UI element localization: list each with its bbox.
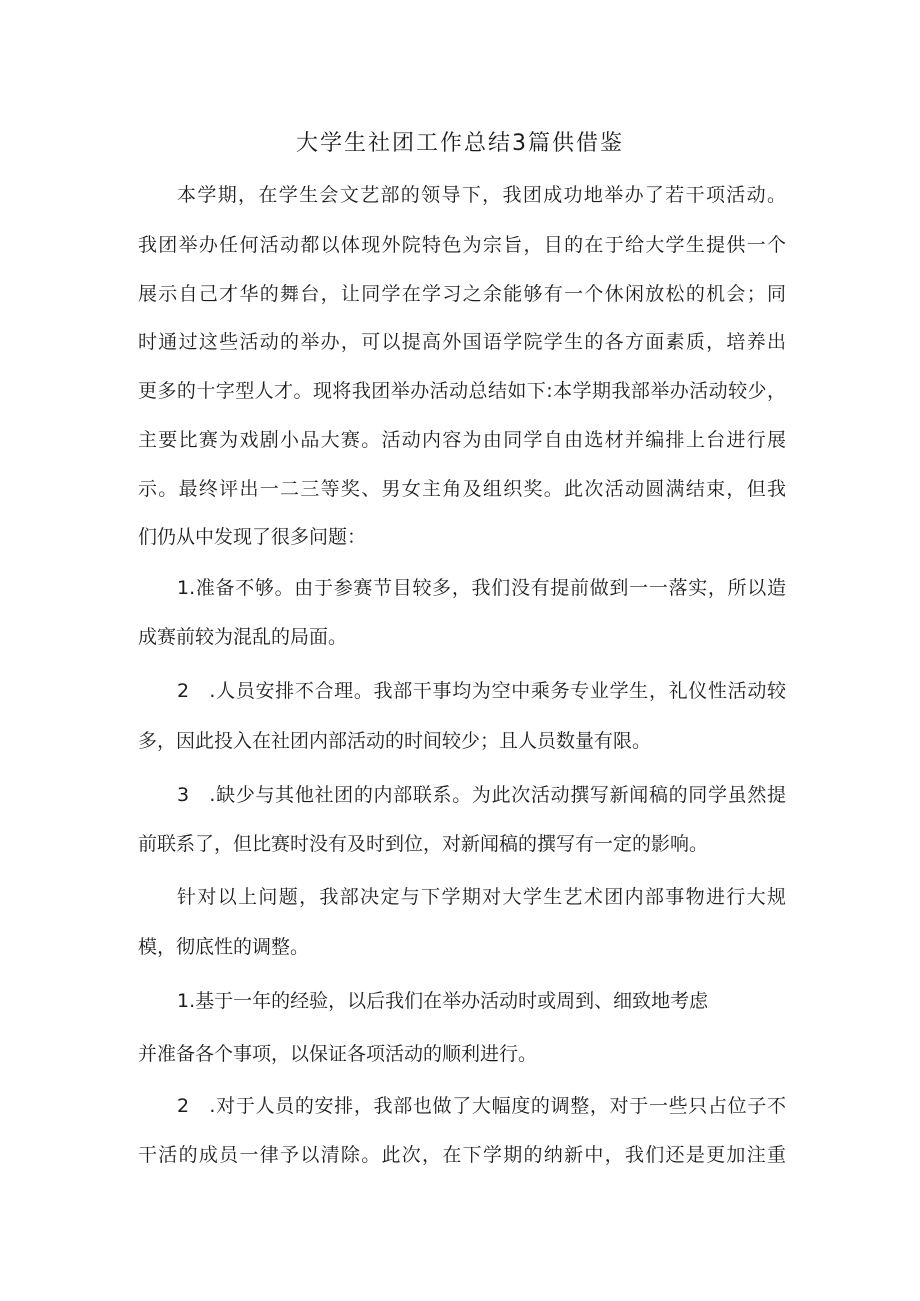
paragraph-line: 1.基于一年的经验，以后我们在举办活动时或周到、细致地考虑 bbox=[177, 990, 709, 1012]
paragraph-line: 模，彻底性的调整。 bbox=[138, 936, 310, 958]
paragraph-line: 成赛前较为混乱的局面。 bbox=[138, 626, 348, 648]
paragraph-line: 干活的成员一律予以清除。此次，在下学期的纳新中，我们还是更加注重 bbox=[138, 1144, 786, 1166]
paragraph-line: 主要比赛为戏剧小品大赛。活动内容为由同学自由选材并编排上台进行展 bbox=[138, 429, 786, 451]
paragraph-line: 2 .人员安排不合理。我部干事均为空中乘务专业学生，礼仪性活动较 bbox=[177, 680, 786, 702]
paragraph-line: 3 .缺少与其他社团的内部联系。为此次活动撰写新闻稿的同学虽然提 bbox=[177, 784, 786, 806]
paragraph-line: 本学期，在学生会文艺部的领导下，我团成功地举办了若干项活动。 bbox=[177, 184, 786, 206]
paragraph-line: 前联系了，但比赛时没有及时到位，对新闻稿的撰写有一定的影响。 bbox=[138, 833, 709, 855]
paragraph-line: 我团举办任何活动都以体现外院特色为宗旨，目的在于给大学生提供一个 bbox=[138, 234, 786, 256]
paragraph-line: 更多的十字型人才。现将我团举办活动总结如下:本学期我部举办活动较少， bbox=[138, 380, 786, 402]
paragraph-line: 时通过这些活动的举办，可以提高外国语学院学生的各方面素质，培养出 bbox=[138, 331, 786, 353]
paragraph-line: 多，因此投入在社团内部活动的时间较少；且人员数量有限。 bbox=[138, 730, 652, 752]
paragraph-line: 示。最终评出一二三等奖、男女主角及组织奖。此次活动圆满结束，但我 bbox=[138, 478, 786, 500]
page-title: 大学生社团工作总结3篇供借鉴 bbox=[296, 131, 624, 156]
paragraph-line: 2 .对于人员的安排，我部也做了大幅度的调整，对于一些只占位子不 bbox=[177, 1095, 786, 1117]
paragraph-line: 们仍从中发现了很多问题： bbox=[138, 526, 367, 548]
paragraph-line: 1.准备不够。由于参赛节目较多，我们没有提前做到一一落实，所以造 bbox=[177, 577, 786, 599]
paragraph-line: 展示自己才华的舞台，让同学在学习之余能够有一个休闲放松的机会；同 bbox=[138, 283, 786, 305]
paragraph-line: 并准备各个事项，以保证各项活动的顺利进行。 bbox=[138, 1043, 538, 1065]
paragraph-line: 针对以上问题，我部决定与下学期对大学生艺术团内部事物进行大规 bbox=[177, 886, 786, 908]
